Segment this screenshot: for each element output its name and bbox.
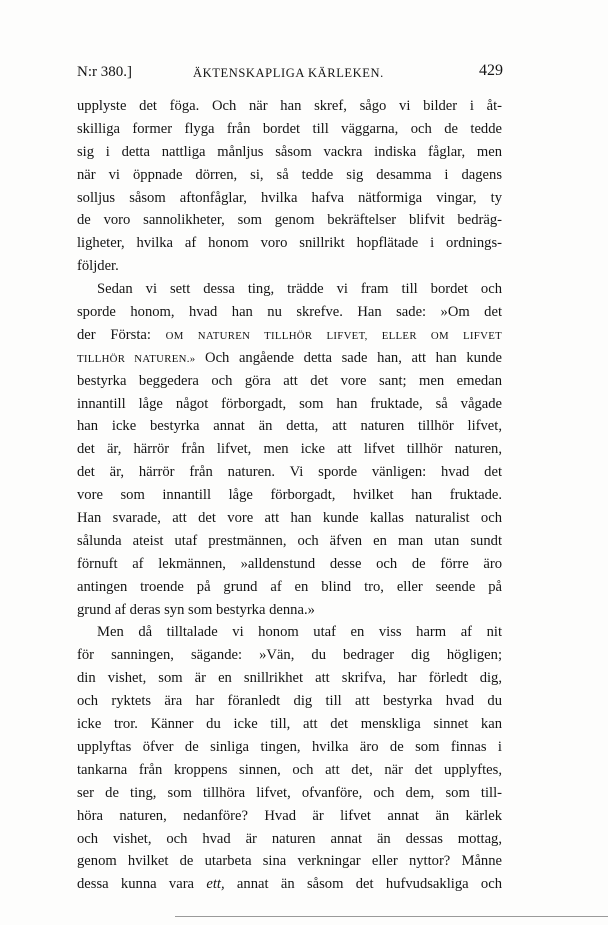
line-fragment: der Första: [77,326,166,343]
text-line: bestyrka beggedera och göra att det vore sant; men emedan [77,372,502,389]
text-line: solljus såsom aftonfåglar, hvilka hafva nätformiga vingar, ty [77,189,502,206]
text-line: sporde honom, hvad han nu skrefve. Han sade: »Om det [77,304,502,321]
line-fragment: dessa kunna vara [77,876,207,893]
section-number: N:r 380.] [77,64,132,80]
text-line: för sanningen, sägande: »Vän, du bedrager dig högligen; [77,647,502,664]
text-line: upplyste det föga. Och när han skref, sågo vi bilder i åt- [77,98,502,114]
emphasis-text: ett, [206,876,225,893]
text-line: det är, härrör från lifvet, men icke att lifvet tillhör naturen, [77,441,502,458]
running-title: ÄKTENSKAPLIGA KÄRLEKEN. [193,66,384,80]
text-line: höra naturen, nedanföre? Hvad är lifvet annat än kärlek [77,807,502,824]
text-line: icke tror. Känner du icke till, att det menskliga sinnet kan [77,716,502,733]
text-line: sålunda ateist utaf prestmännen, och äfven en man utan sundt [77,532,502,549]
text-line: Han svarade, att det vore att han kunde kallas naturalist och [77,510,502,527]
text-line: grund af deras syn som bestyrka denna.» [77,601,315,618]
text-line: och ryktets ära har föranledt dig till att bestyrka hvad du [77,693,502,710]
text-line: han icke bestyrka annat än detta, att naturen tillhör lifvet, [77,418,502,435]
text-line: ser de ting, som tillhöra lifvet, ofvanföre, och dem, som till- [77,784,502,801]
text-line: skilliga former flyga från bordet till väggarna, och de tedde [77,120,502,137]
text-line: antingen troende på grund af en blind tro, eller seende på [77,578,502,595]
text-line [77,873,502,896]
text-line: upplyftas öfver de sinliga tingen, hvilka äro de som finnas i [77,738,502,755]
text-line: vore som innantill låge förborgadt, hvilket han fruktade. [77,487,502,504]
text-line: förnuft af lekmännen, »alldenstund desse och de förre äro [77,555,502,572]
text-line: Sedan vi sett dessa ting, trädde vi fram till bordet och [97,281,502,298]
text-line: Men då tilltalade vi honom utaf en viss harm af nit [97,624,502,641]
body-text [77,95,502,896]
running-header [77,64,503,86]
text-line: de voro sannolikheter, som genom bekräftelser blifvit bedräg- [77,212,502,229]
line-fragment: annat än såsom det hufvudsakliga och [224,876,502,893]
text-line: tankarna från kroppens sinnen, och att det, när det upplyftes, [77,761,502,778]
small-caps-text: TILLHÖR NATUREN.» [77,352,196,365]
text-line: när vi öppnade dörren, si, så tedde sig desamma i dagens [77,166,502,183]
text-line [77,324,502,347]
small-caps-text: OM NATUREN TILLHÖR LIFVET, ELLER OM LIFVET [165,329,502,342]
text-line: innantill låge något förborgadt, som han fruktade, så vågade [77,395,502,412]
text-line: och vishet, och hvad är naturen annat än dessas mottag, [77,830,502,847]
text-line: sig i detta nattliga månljus såsom vackra indiska fåglar, men [77,143,502,160]
text-line [77,347,502,370]
scan-edge-line [175,916,608,917]
text-line: det är, härrör från naturen. Vi sporde vänligen: hvad det [77,464,502,481]
text-line: följder. [77,258,119,275]
line-fragment: Och angående detta sade han, att han kunde [195,349,502,366]
page-number: 429 [479,62,503,79]
text-line: genom hvilket de utarbeta sina verkningar eller nyttor? Månne [77,853,502,870]
text-line: ligheter, hvilka af honom voro snillrikt hopflätade i ordnings- [77,235,502,252]
text-line: din vishet, som är en snillrikhet att skrifva, har förledt dig, [77,670,502,687]
